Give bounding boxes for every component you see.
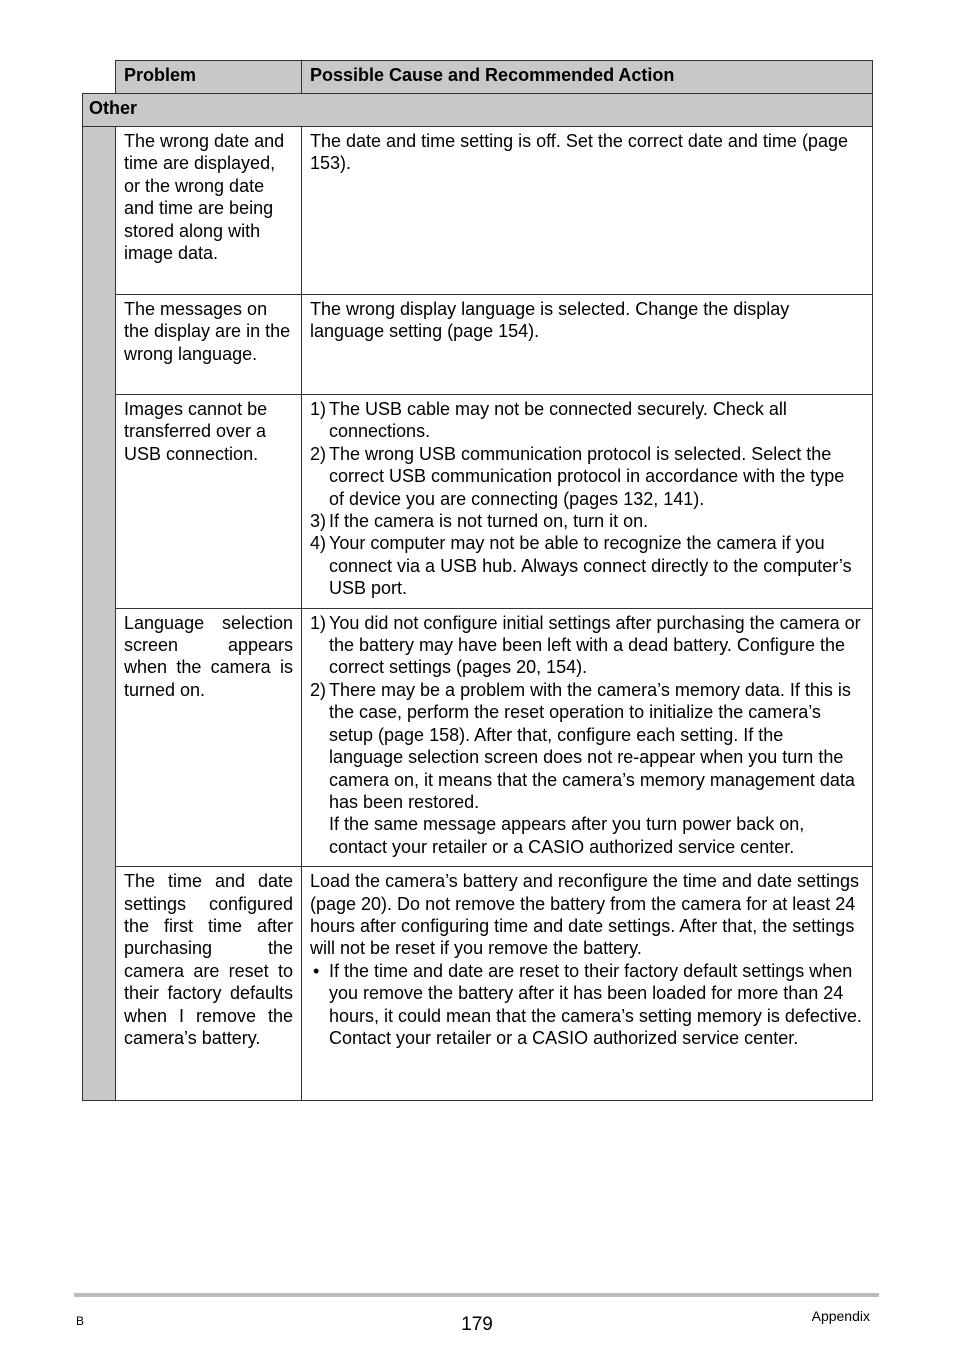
table-row	[83, 395, 873, 609]
item-text: The wrong USB communication protocol is selected. Select the correct USB communication protocol in accordance with the type of device you are connecting (pages 132, 141).	[329, 443, 845, 509]
problem-cell: Language selection screen appears when the camera is turned on.	[116, 608, 302, 866]
item-marker: 1)	[310, 399, 327, 419]
section-side-bar	[83, 127, 116, 1101]
action-cell	[302, 127, 873, 295]
action-cell	[302, 608, 873, 866]
item-note: If the same message appears after you turn power back on, contact your retailer or a CASIO authorized service center.	[329, 814, 805, 857]
item-marker: 4)	[310, 533, 327, 554]
action-text: The wrong display language is selected. Change the display language setting (page 154).	[310, 299, 790, 342]
item-marker: 1)	[310, 612, 327, 633]
item-marker: 2)	[310, 679, 327, 700]
item-text: There may be a problem with the camera’s memory data. If this is the case, perform the reset operation to initialize the camera’s setup (page 158). After that, configure each setting. If the language selection screen does not re-appear when you turn the camera on, it means that the camera’s memory management data has been restored.	[329, 679, 855, 812]
list-item	[310, 398, 862, 443]
header-blank-cell	[83, 61, 116, 94]
item-text: If the camera is not turned on, turn it on.	[329, 511, 649, 532]
item-text: If the time and date are reset to their factory default settings when you remove the battery after it has been loaded for more than 24 hours, it could mean that the camera’s setting memory is defective. Contact your retailer or a CASIO authorized service center.	[329, 960, 862, 1048]
troubleshooting-table	[82, 60, 873, 1101]
model-code: B	[76, 1314, 85, 1328]
item-text: Your computer may not be able to recognize the camera if you connect via a USB hub. Always connect directly to the computer’s USB port.	[329, 533, 852, 599]
footer-section-name: Appendix	[811, 1308, 870, 1324]
list-item	[310, 612, 862, 679]
action-cell	[302, 867, 873, 1101]
list-item	[310, 510, 862, 532]
list-item	[310, 960, 862, 1050]
action-text: Load the camera’s battery and reconfigure the time and date settings (page 20). Do not remove the battery from the camera for at least 24 hours after configuring time and date settings. After that, the settings will not be reset if you remove the battery.	[310, 871, 860, 959]
action-cell	[302, 395, 873, 609]
list-item	[310, 532, 862, 599]
table-row	[83, 127, 873, 295]
problem-cell: The messages on the display are in the wrong language.	[116, 295, 302, 395]
action-list	[310, 960, 862, 1050]
table-row	[83, 295, 873, 395]
problem-column-header: Problem	[116, 61, 302, 94]
section-title: Other	[83, 94, 873, 127]
action-cell	[302, 295, 873, 395]
action-list	[310, 398, 862, 600]
table-row	[83, 608, 873, 866]
item-text: The USB cable may not be connected securely. Check all connections.	[329, 399, 787, 442]
page-number: 179	[461, 1314, 493, 1335]
item-marker: 2)	[310, 443, 327, 464]
footer-divider	[74, 1293, 879, 1297]
action-text: The date and time setting is off. Set the correct date and time (page 153).	[310, 131, 848, 174]
table-row	[83, 867, 873, 1101]
list-item	[310, 679, 862, 858]
problem-cell: Images cannot be transferred over a USB connection.	[116, 395, 302, 609]
item-marker: 3)	[310, 511, 327, 532]
item-text: You did not configure initial settings after purchasing the camera or the battery may have been left with a dead battery. Configure the correct settings (pages 20, 154).	[329, 612, 861, 678]
cause-column-header: Possible Cause and Recommended Action	[302, 61, 873, 94]
item-body	[329, 679, 862, 858]
action-list	[310, 612, 862, 858]
list-item	[310, 443, 862, 510]
section-row	[83, 94, 873, 127]
problem-cell: The wrong date and time are displayed, or the wrong date and time are being stored along with image data.	[116, 127, 302, 295]
table-header-row	[83, 61, 873, 94]
problem-cell: The time and date settings configured the first time after purchasing the camera are reset to their factory defaults when I remove the camera’s battery.	[116, 867, 302, 1101]
bullet-marker: •	[313, 960, 320, 981]
